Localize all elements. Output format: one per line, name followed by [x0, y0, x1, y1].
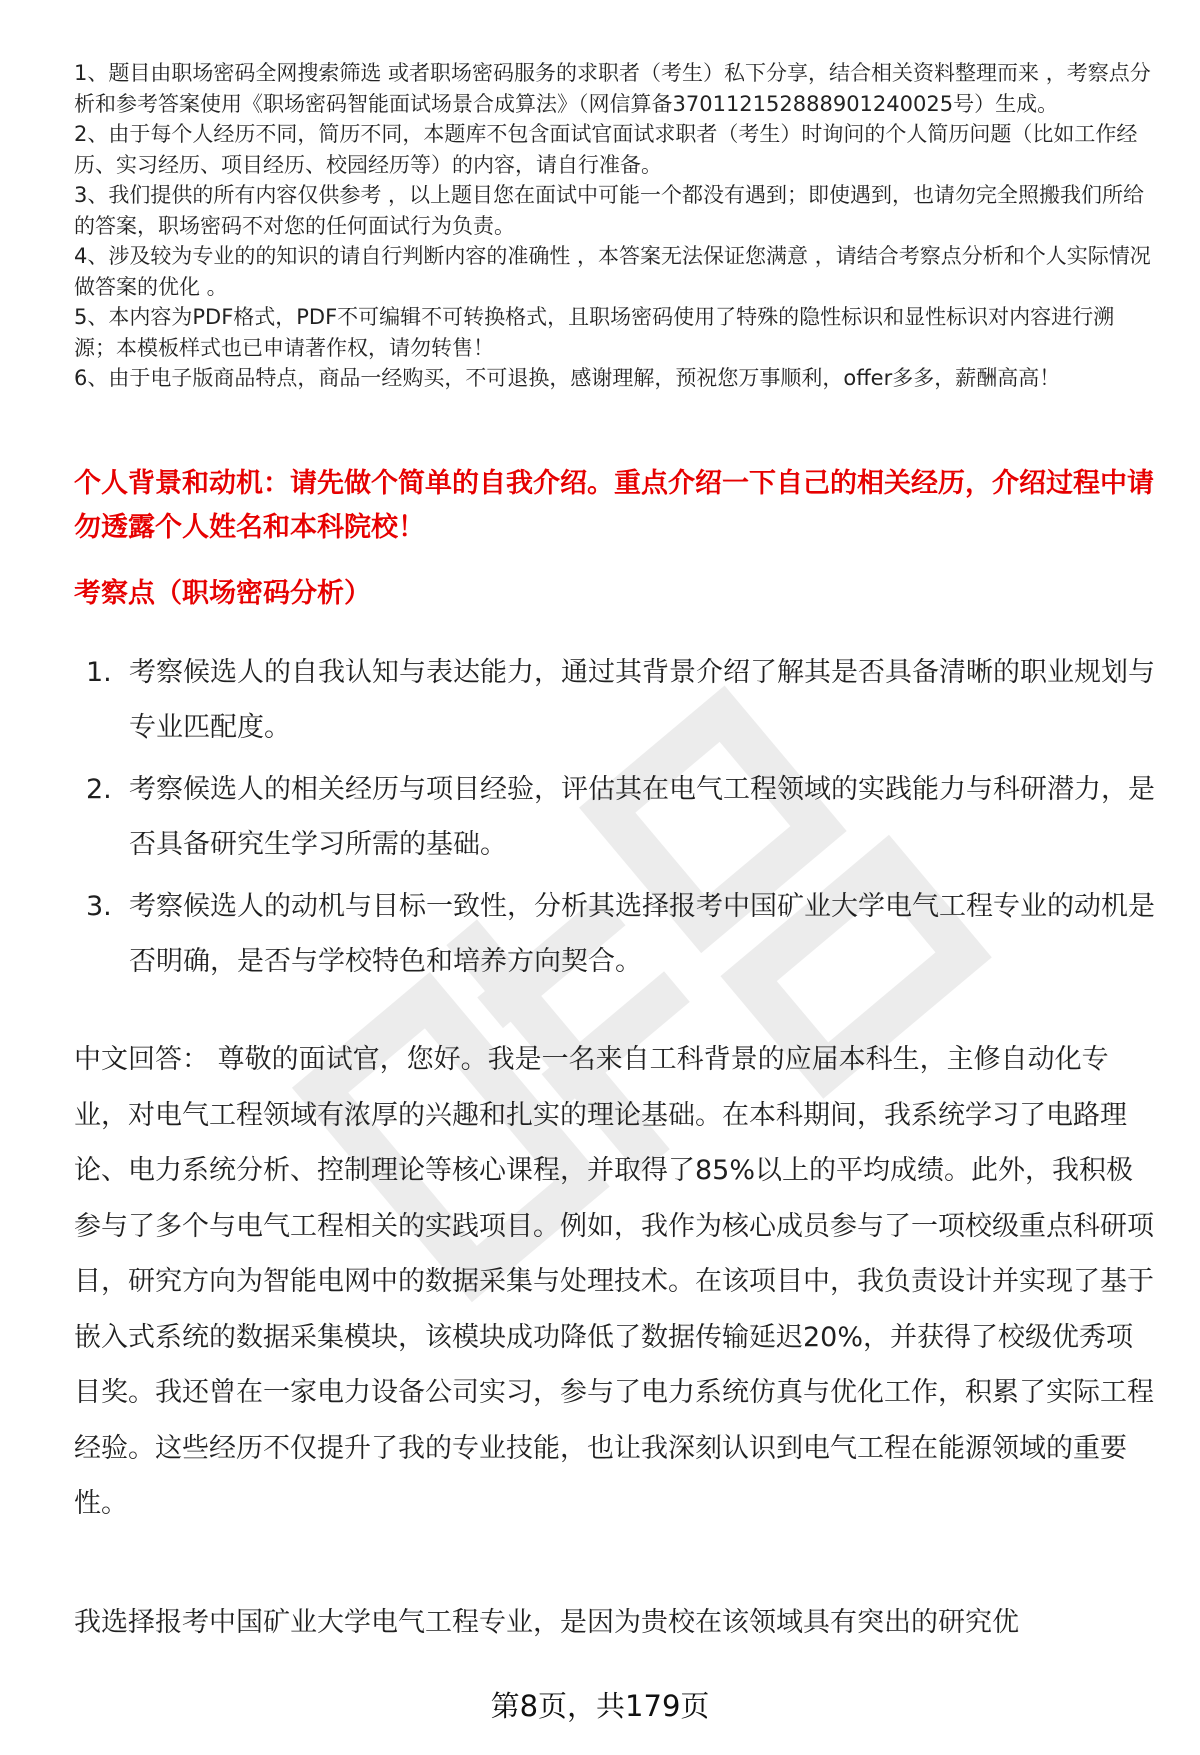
analysis-point: [74, 762, 1156, 872]
analysis-point: [74, 645, 1156, 755]
analysis-point: [74, 879, 1156, 989]
answer-paragraph: 我选择报考中国矿业大学电气工程专业，是因为贵校在该领域具有突出的研究优: [74, 1607, 1019, 1638]
analysis-point-text: 考察候选人的相关经历与项目经验，评估其在电气工程领域的实践能力与科研潜力，是否具备研究生学习所需的基础。: [129, 774, 1155, 860]
question-title: 个人背景和动机：请先做个简单的自我介绍。重点介绍一下自己的相关经历，介绍过程中请勿透露个人姓名和本科院校！: [74, 468, 1154, 543]
disclaimer-notes: [74, 58, 1156, 394]
analysis-point-text: 考察候选人的动机与目标一致性，分析其选择报考中国矿业大学电气工程专业的动机是否明确，是否与学校特色和培养方向契合。: [129, 891, 1155, 977]
answer-paragraph: 中文回答： 尊敬的面试官，您好。我是一名来自工科背景的应届本科生，主修自动化专业，对电气工程领域有浓厚的兴趣和扎实的理论基础。在本科期间，我系统学习了电路理论、电力系统分析、控制理论等核心课程，并取得了85%以上的平均成绩。此外，我积极参与了多个与电气工程相关的实践项目。例如，我作为核心成员参与了一项校级重点科研项目，研究方向为智能电网中的数据采集与处理技术。在该项目中，我负责设计并实现了基于嵌入式系统的数据采集模块，该模块成功降低了数据传输延迟20%，并获得了校级优秀项目奖。我还曾在一家电力设备公司实习，参与了电力系统仿真与优化工作，积累了实际工程经验。这些经历不仅提升了我的专业技能，也让我深刻认识到电气工程在能源领域的重要性。: [74, 1044, 1154, 1519]
analysis-points: [74, 645, 1156, 996]
analysis-heading: 考察点（职场密码分析）: [74, 578, 371, 609]
analysis-point-number: 1.: [86, 657, 112, 688]
analysis-point-number: 2.: [86, 774, 112, 805]
disclaimer-note: 3、我们提供的所有内容仅供参考 ，以上题目您在面试中可能一个都没有遇到；即使遇到，也请勿完全照搬我们所给的答案，职场密码不对您的任何面试行为负责。: [74, 183, 1145, 238]
analysis-point-text: 考察候选人的自我认知与表达能力，通过其背景介绍了解其是否具备清晰的职业规划与专业匹配度。: [129, 657, 1155, 743]
disclaimer-note: 2、由于每个人经历不同，简历不同，本题库不包含面试官面试求职者（考生）时询问的个人简历问题（比如工作经历、实习经历、项目经历、校园经历等）的内容，请自行准备。: [74, 122, 1138, 177]
analysis-point-number: 3.: [86, 891, 112, 922]
disclaimer-note: 4、涉及较为专业的的知识的请自行判断内容的准确性 ，本答案无法保证您满意 ，请结合考察点分析和个人实际情况做答案的优化 。: [74, 244, 1151, 299]
disclaimer-note: 5、本内容为PDF格式，PDF不可编辑不可转换格式，且职场密码使用了特殊的隐性标识和显性标识对内容进行溯源；本模板样式也已申请著作权，请勿转售！: [74, 305, 1115, 360]
disclaimer-note: 6、由于电子版商品特点，商品一经购买，不可退换，感谢理解，预祝您万事顺利，offer多多，薪酬高高！: [74, 366, 1061, 390]
page-number: 第8页，共179页: [490, 1689, 710, 1723]
disclaimer-note: 1、题目由职场密码全网搜索筛选 或者职场密码服务的求职者（考生）私下分享，结合相关资料整理而来 ，考察点分析和参考答案使用《职场密码智能面试场景合成算法》（网信算备370112152888901240025号）生成。: [74, 61, 1151, 116]
